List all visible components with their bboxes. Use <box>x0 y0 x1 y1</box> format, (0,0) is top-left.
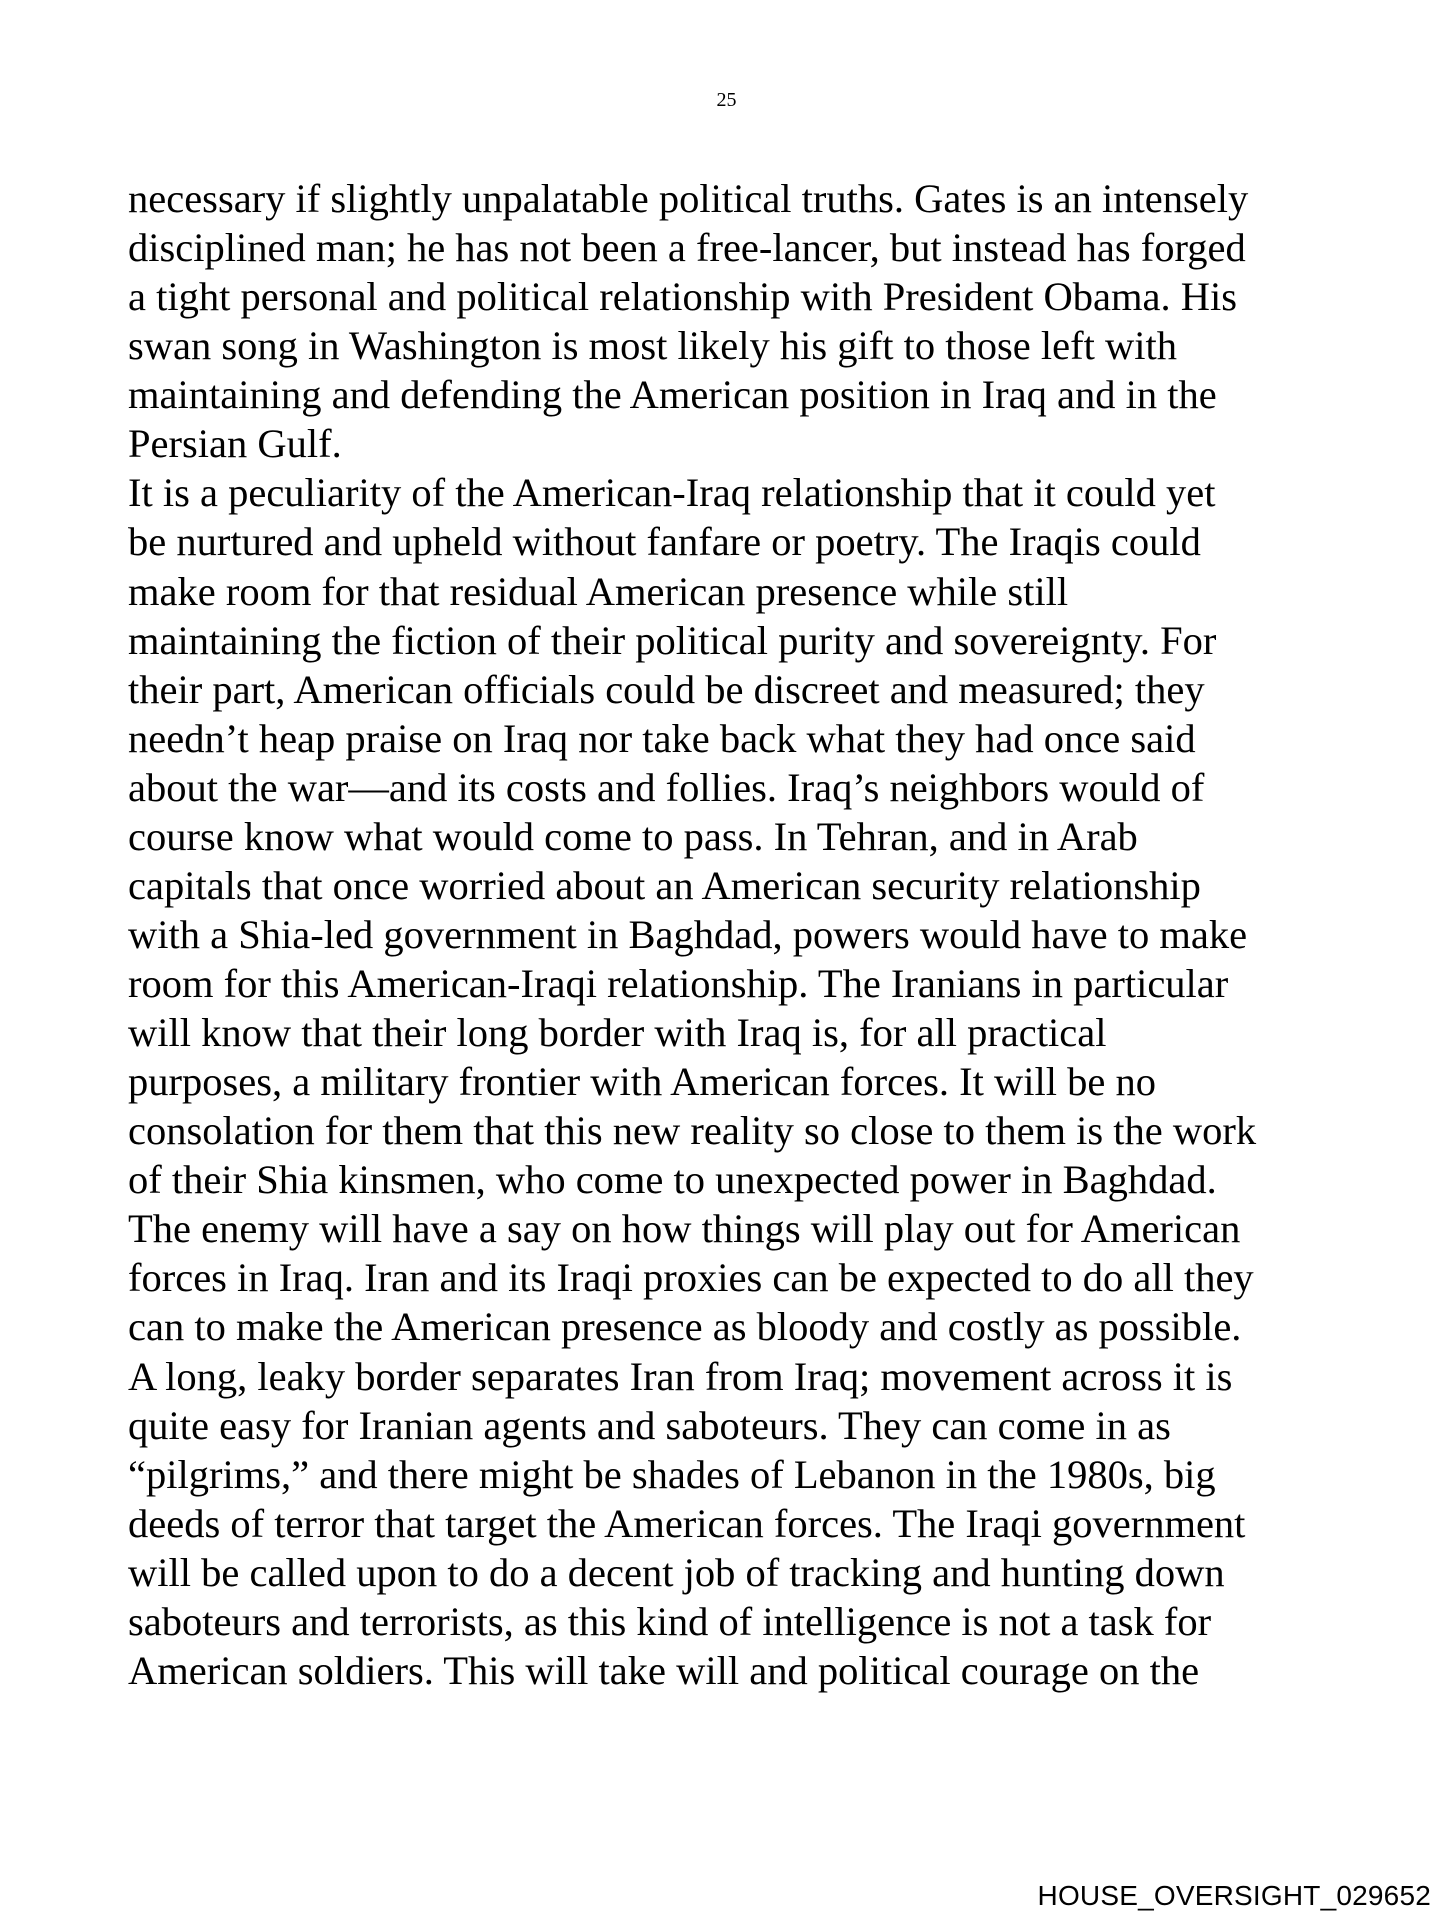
text-line: capitals that once worried about an American security relationship <box>128 862 1201 908</box>
text-line: quite easy for Iranian agents and saboteurs. They can come in as <box>128 1402 1171 1448</box>
text-line: will know that their long border with Iraq is, for all practical <box>128 1010 1107 1056</box>
text-line: maintaining the fiction of their political purity and sovereignty. For <box>128 617 1217 663</box>
text-line: swan song in Washington is most likely his gift to those left with <box>128 323 1177 369</box>
page-number: 25 <box>716 89 737 111</box>
text-line: A long, leaky border separates Iran from Iraq; movement across it is <box>128 1353 1233 1399</box>
text-line: deeds of terror that target the American forces. The Iraqi government <box>128 1500 1246 1546</box>
text-line: Persian Gulf. <box>128 421 342 467</box>
body-text <box>128 174 1368 1695</box>
text-line: disciplined man; he has not been a free-lancer, but instead has forged <box>128 225 1246 271</box>
text-line: consolation for them that this new reality so close to them is the work <box>128 1108 1257 1154</box>
text-line: purposes, a military frontier with American forces. It will be no <box>128 1059 1156 1105</box>
text-line: be nurtured and upheld without fanfare or poetry. The Iraqis could <box>128 519 1201 565</box>
document-id-footer: HOUSE_OVERSIGHT_029652 <box>1037 1880 1431 1911</box>
text-line: needn’t heap praise on Iraq nor take back what they had once said <box>128 715 1196 761</box>
text-line: “pilgrims,” and there might be shades of Lebanon in the 1980s, big <box>128 1451 1216 1497</box>
text-line: with a Shia-led government in Baghdad, powers would have to make <box>128 911 1248 957</box>
text-line: necessary if slightly unpalatable political truths. Gates is an intensely <box>128 176 1249 221</box>
text-line: about the war—and its costs and follies. Iraq’s neighbors would of <box>128 764 1205 810</box>
text-line: The enemy will have a say on how things will play out for American <box>128 1206 1241 1252</box>
text-line: a tight personal and political relationship with President Obama. His <box>128 274 1238 320</box>
text-line: can to make the American presence as bloody and costly as possible. <box>128 1304 1242 1350</box>
text-line: will be called upon to do a decent job of tracking and hunting down <box>128 1549 1225 1595</box>
text-line: saboteurs and terrorists, as this kind of intelligence is not a task for <box>128 1598 1212 1644</box>
text-line: their part, American officials could be discreet and measured; they <box>128 666 1205 712</box>
text-line: maintaining and defending the American position in Iraq and in the <box>128 372 1217 418</box>
text-line: It is a peculiarity of the American-Iraq relationship that it could yet <box>128 470 1216 516</box>
text-line: course know what would come to pass. In Tehran, and in Arab <box>128 813 1138 859</box>
text-line: American soldiers. This will take will and political courage on the <box>128 1647 1200 1693</box>
text-line: forces in Iraq. Iran and its Iraqi proxies can be expected to do all they <box>128 1255 1254 1301</box>
text-line: make room for that residual American presence while still <box>128 568 1069 614</box>
text-line: of their Shia kinsmen, who come to unexpected power in Baghdad. <box>128 1157 1217 1203</box>
text-line: room for this American-Iraqi relationship. The Iranians in particular <box>128 961 1229 1006</box>
